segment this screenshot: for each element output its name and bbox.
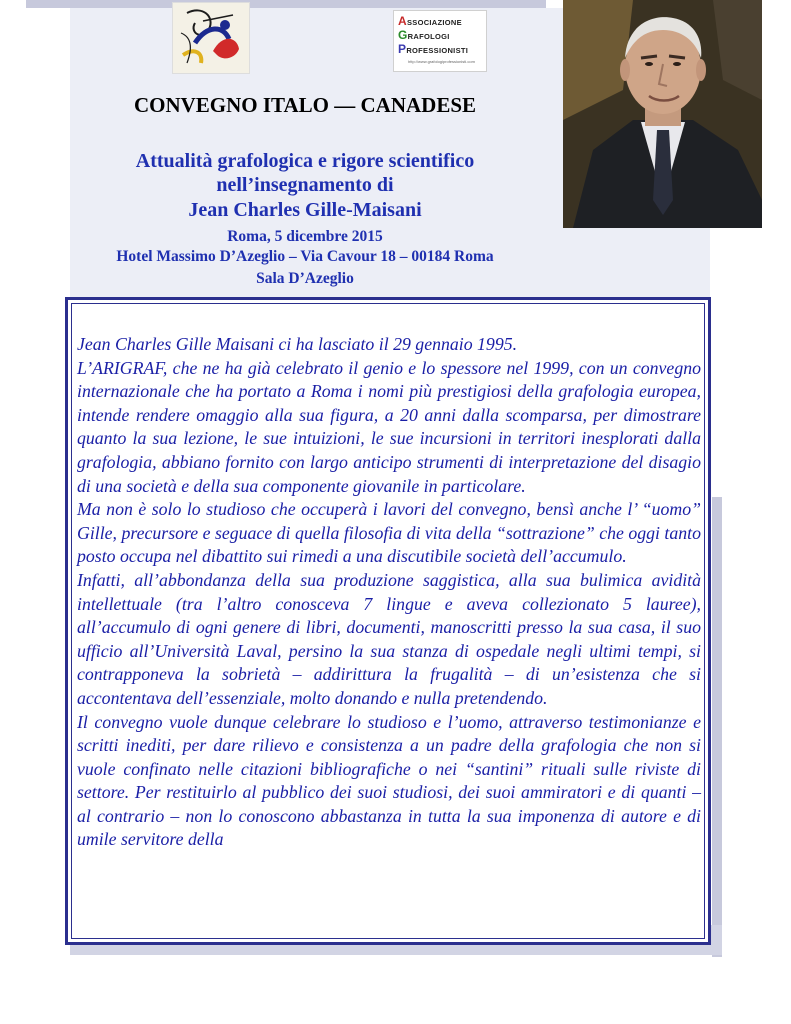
- paragraph: Ma non è solo lo studioso che occuperà i lavori del convegno, bensì anche l’ “uomo” Gille, precursore e seguace di quella filosofia di vita della “sottrazione” che oggi tanto posto occupa nel dibattito sui rimedi a una discutibile società dell’accumulo.: [77, 499, 701, 567]
- paragraph: Il convegno vuole dunque celebrare lo studioso e l’uomo, attraverso testimonianze e scritti inediti, per dare rilievo e consistenza a un padre della grafologia che non si vuole confinato nelle citazioni bibliografiche o nei “santini” rituali sulle riviste di settore. Per restituirlo al pubblico dei suoi studiosi, dei suoi ammiratori e di quanti – al contrario – non lo conoscono abbastanza in tutta la sua imponenza di autore e di umile servitore della: [77, 711, 701, 850]
- top-decorative-bar: [26, 0, 546, 8]
- portrait-graphic: [563, 0, 762, 228]
- portrait-photo: [563, 0, 762, 228]
- logo-line-3: PROFESSIONISTI: [398, 42, 469, 56]
- event-date: Roma, 5 dicembre 2015: [227, 228, 383, 245]
- subtitle-line-1: Attualità grafologica e rigore scientifico: [135, 150, 475, 172]
- association-logo: [393, 10, 487, 72]
- paragraph: Jean Charles Gille Maisani ci ha lasciato il 29 gennaio 1995.: [77, 334, 518, 354]
- conference-title: CONVEGNO ITALO — CANADESE: [133, 93, 477, 117]
- body-text: [77, 333, 701, 852]
- subtitle-line-3: Jean Charles Gille-Maisani: [188, 199, 422, 221]
- art-logo: [172, 2, 250, 74]
- subtitle-line-2: nell’insegnamento di: [216, 174, 394, 196]
- logo-url: http://www.grafologiprofessionisti.com: [408, 59, 475, 64]
- paragraph: Infatti, all’abbondanza della sua produzione saggistica, alla sua bulimica avidità intellettuale (tra l’altro conosceva 7 lingue e aveva collezionato 5 lauree), all’accumulo di ogni genere di libri, documenti, manoscritti presso la sua casa, il suo ufficio all’Università Laval, persino la sua stanza di ospedale negli ultimi tempi, si contrapponeva la sobrietà – addirittura la frugalità – di un’esistenza che si accontentava dell’essenziale, molto donando e nulla pretendendo.: [77, 569, 701, 708]
- art-logo-graphic: [173, 3, 249, 73]
- logo-line-1: ASSOCIAZIONE: [398, 14, 462, 28]
- logo-line-2: GRAFOLOGI: [398, 28, 450, 42]
- body-text-frame: [65, 297, 711, 945]
- event-room: Sala D’Azeglio: [256, 270, 354, 287]
- paragraph: L’ARIGRAF, che ne ha già celebrato il genio e lo spessore nel 1999, con un convegno internazionale che ha portato a Roma i nomi più prestigiosi della grafologia europea, intende rendere omaggio alla sua figura, a 20 anni dalla scomparsa, per dimostrare quanto la sua lezione, le sue intuizioni, le sue incursioni in territori inesplorati dalla grafologia, abbiano fornito con largo anticipo strumenti di interpretazione del disagio di una società e della sua componente giovanile in particolare.: [77, 357, 701, 496]
- right-shadow-band: [712, 497, 722, 957]
- event-venue: Hotel Massimo D’Azeglio – Via Cavour 18 – 00184 Roma: [116, 248, 494, 265]
